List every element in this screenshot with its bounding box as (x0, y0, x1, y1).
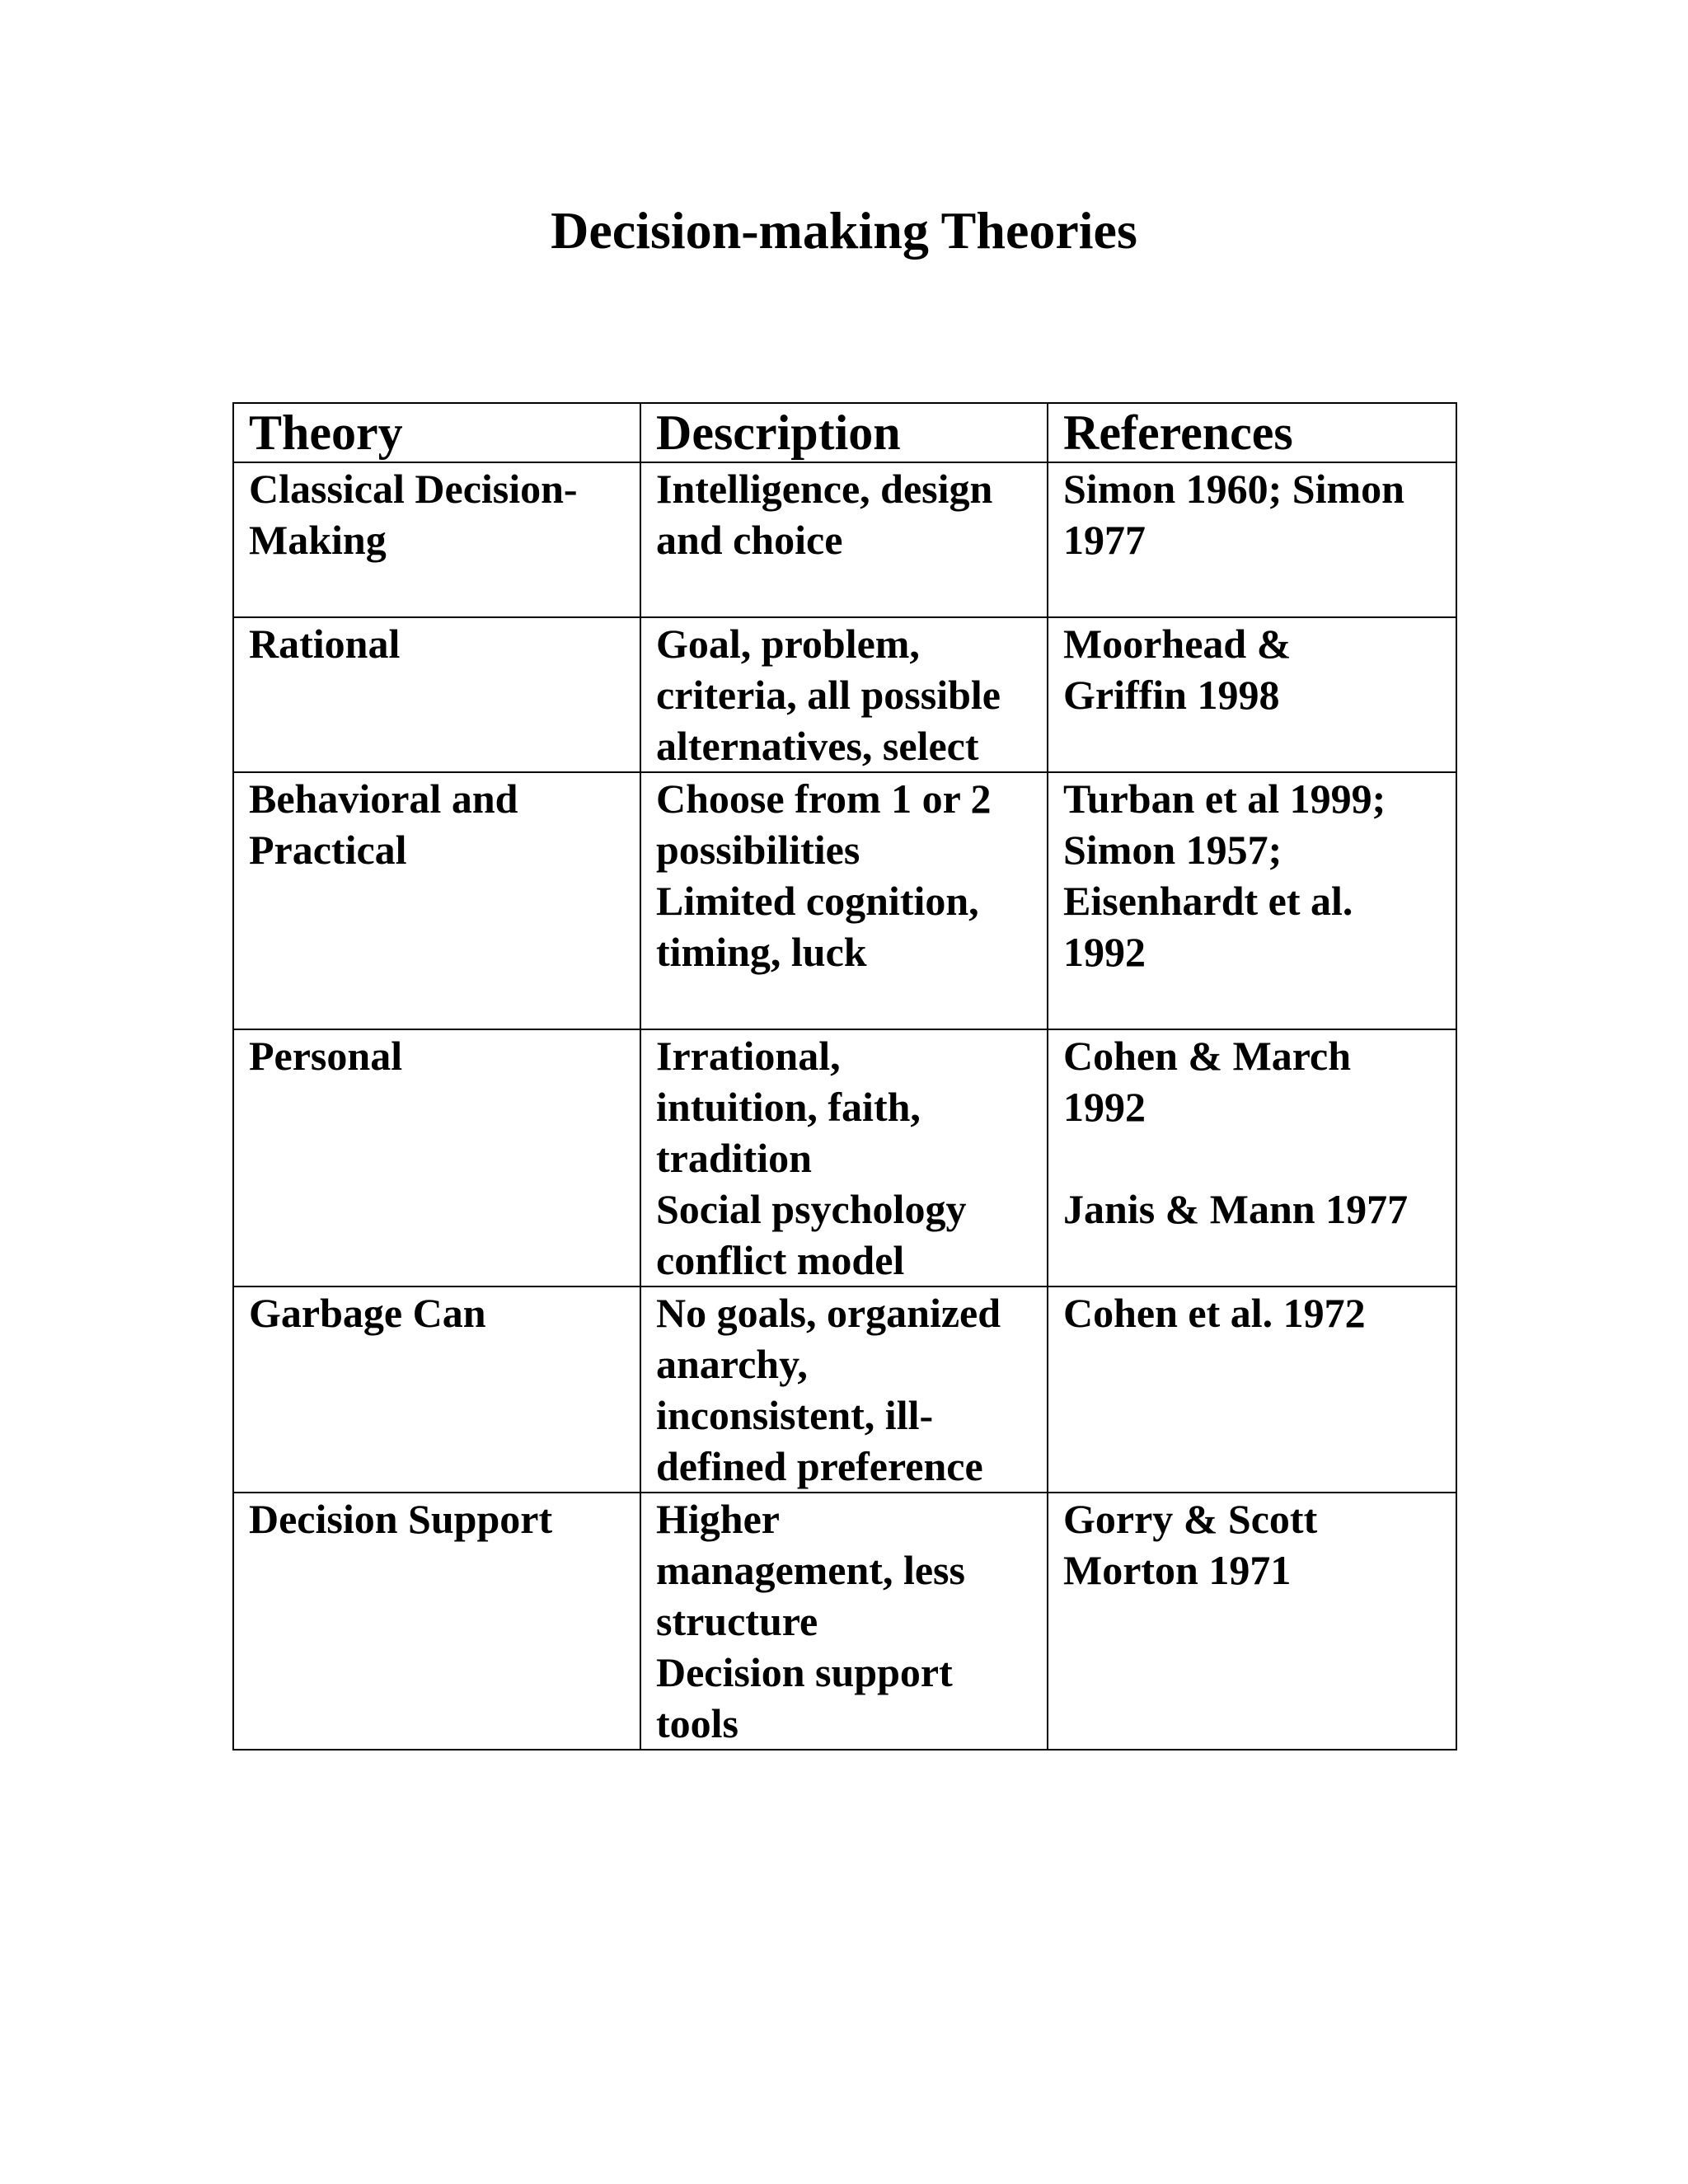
description-line: Choose from 1 or 2 (656, 776, 992, 822)
description-line: tools (656, 1700, 738, 1746)
references-cell (1048, 1286, 1456, 1493)
reference-line: Gorry & Scott (1063, 1496, 1318, 1542)
description-line: defined preference (656, 1443, 983, 1489)
description-line: timing, luck (656, 929, 867, 975)
table-row (233, 617, 1456, 772)
description-line: management, less (656, 1547, 965, 1593)
description-line: Goal, problem, (656, 621, 920, 667)
description-line: tradition (656, 1135, 812, 1181)
theory-cell (233, 1286, 640, 1493)
theories-table (232, 402, 1457, 1750)
reference-line: Simon 1960; Simon (1063, 466, 1404, 512)
description-cell (640, 1286, 1048, 1493)
header-references: References (1048, 403, 1456, 462)
table-row (233, 772, 1456, 1029)
description-line: structure (656, 1598, 818, 1644)
description-line: intuition, faith, (656, 1084, 921, 1130)
description-cell (640, 617, 1048, 772)
theory-line: Practical (249, 827, 407, 873)
description-line: criteria, all possible (656, 672, 1001, 718)
description-cell (640, 1493, 1048, 1750)
description-line: Social psychology (656, 1186, 967, 1232)
description-cell (640, 462, 1048, 617)
theory-line: Classical Decision- (249, 466, 578, 512)
description-line: Irrational, (656, 1033, 841, 1079)
references-cell (1048, 772, 1456, 1029)
theory-cell (233, 772, 640, 1029)
header-theory: Theory (233, 403, 640, 462)
references-cell (1048, 462, 1456, 617)
references-cell (1048, 1029, 1456, 1286)
reference-line: Turban et al 1999; (1063, 776, 1386, 822)
description-cell (640, 1029, 1048, 1286)
reference-line: 1992 (1063, 929, 1146, 975)
description-line: anarchy, (656, 1341, 808, 1387)
theory-cell (233, 617, 640, 772)
reference-line: Cohen et al. 1972 (1063, 1290, 1366, 1336)
description-line: and choice (656, 517, 843, 563)
references-cell (1048, 617, 1456, 772)
theory-line: Decision Support (249, 1496, 553, 1542)
description-line: inconsistent, ill- (656, 1392, 934, 1438)
description-line: Limited cognition, (656, 878, 979, 924)
reference-line: 1992 (1063, 1084, 1146, 1130)
reference-line: Eisenhardt et al. (1063, 878, 1353, 924)
reference-line: Janis & Mann 1977 (1063, 1186, 1409, 1232)
description-line: No goals, organized (656, 1290, 1001, 1336)
description-line: alternatives, select (656, 723, 979, 769)
description-line: Intelligence, design (656, 466, 993, 512)
theory-line: Rational (249, 621, 401, 667)
references-cell (1048, 1493, 1456, 1750)
theory-cell (233, 462, 640, 617)
header-description: Description (640, 403, 1048, 462)
table-row (233, 1286, 1456, 1493)
theory-cell (233, 1029, 640, 1286)
table-header-row (233, 403, 1456, 462)
theory-cell (233, 1493, 640, 1750)
description-line: Higher (656, 1496, 780, 1542)
theory-line: Garbage Can (249, 1290, 486, 1336)
reference-line: Moorhead & (1063, 621, 1292, 667)
table-row (233, 1493, 1456, 1750)
reference-line: 1977 (1063, 517, 1146, 563)
reference-line: Griffin 1998 (1063, 672, 1280, 718)
reference-line: Morton 1971 (1063, 1547, 1292, 1593)
table-row (233, 462, 1456, 617)
description-line: conflict model (656, 1237, 905, 1283)
reference-line: Cohen & March (1063, 1033, 1352, 1079)
description-line: possibilities (656, 827, 860, 873)
reference-spacer (1063, 1132, 1442, 1183)
description-line: Decision support (656, 1649, 953, 1695)
theory-line: Making (249, 517, 387, 563)
theory-line: Personal (249, 1033, 403, 1079)
theory-line: Behavioral and (249, 776, 518, 822)
reference-line: Simon 1957; (1063, 827, 1282, 873)
page-title: Decision-making Theories (551, 201, 1137, 260)
description-cell (640, 772, 1048, 1029)
table-row (233, 1029, 1456, 1286)
